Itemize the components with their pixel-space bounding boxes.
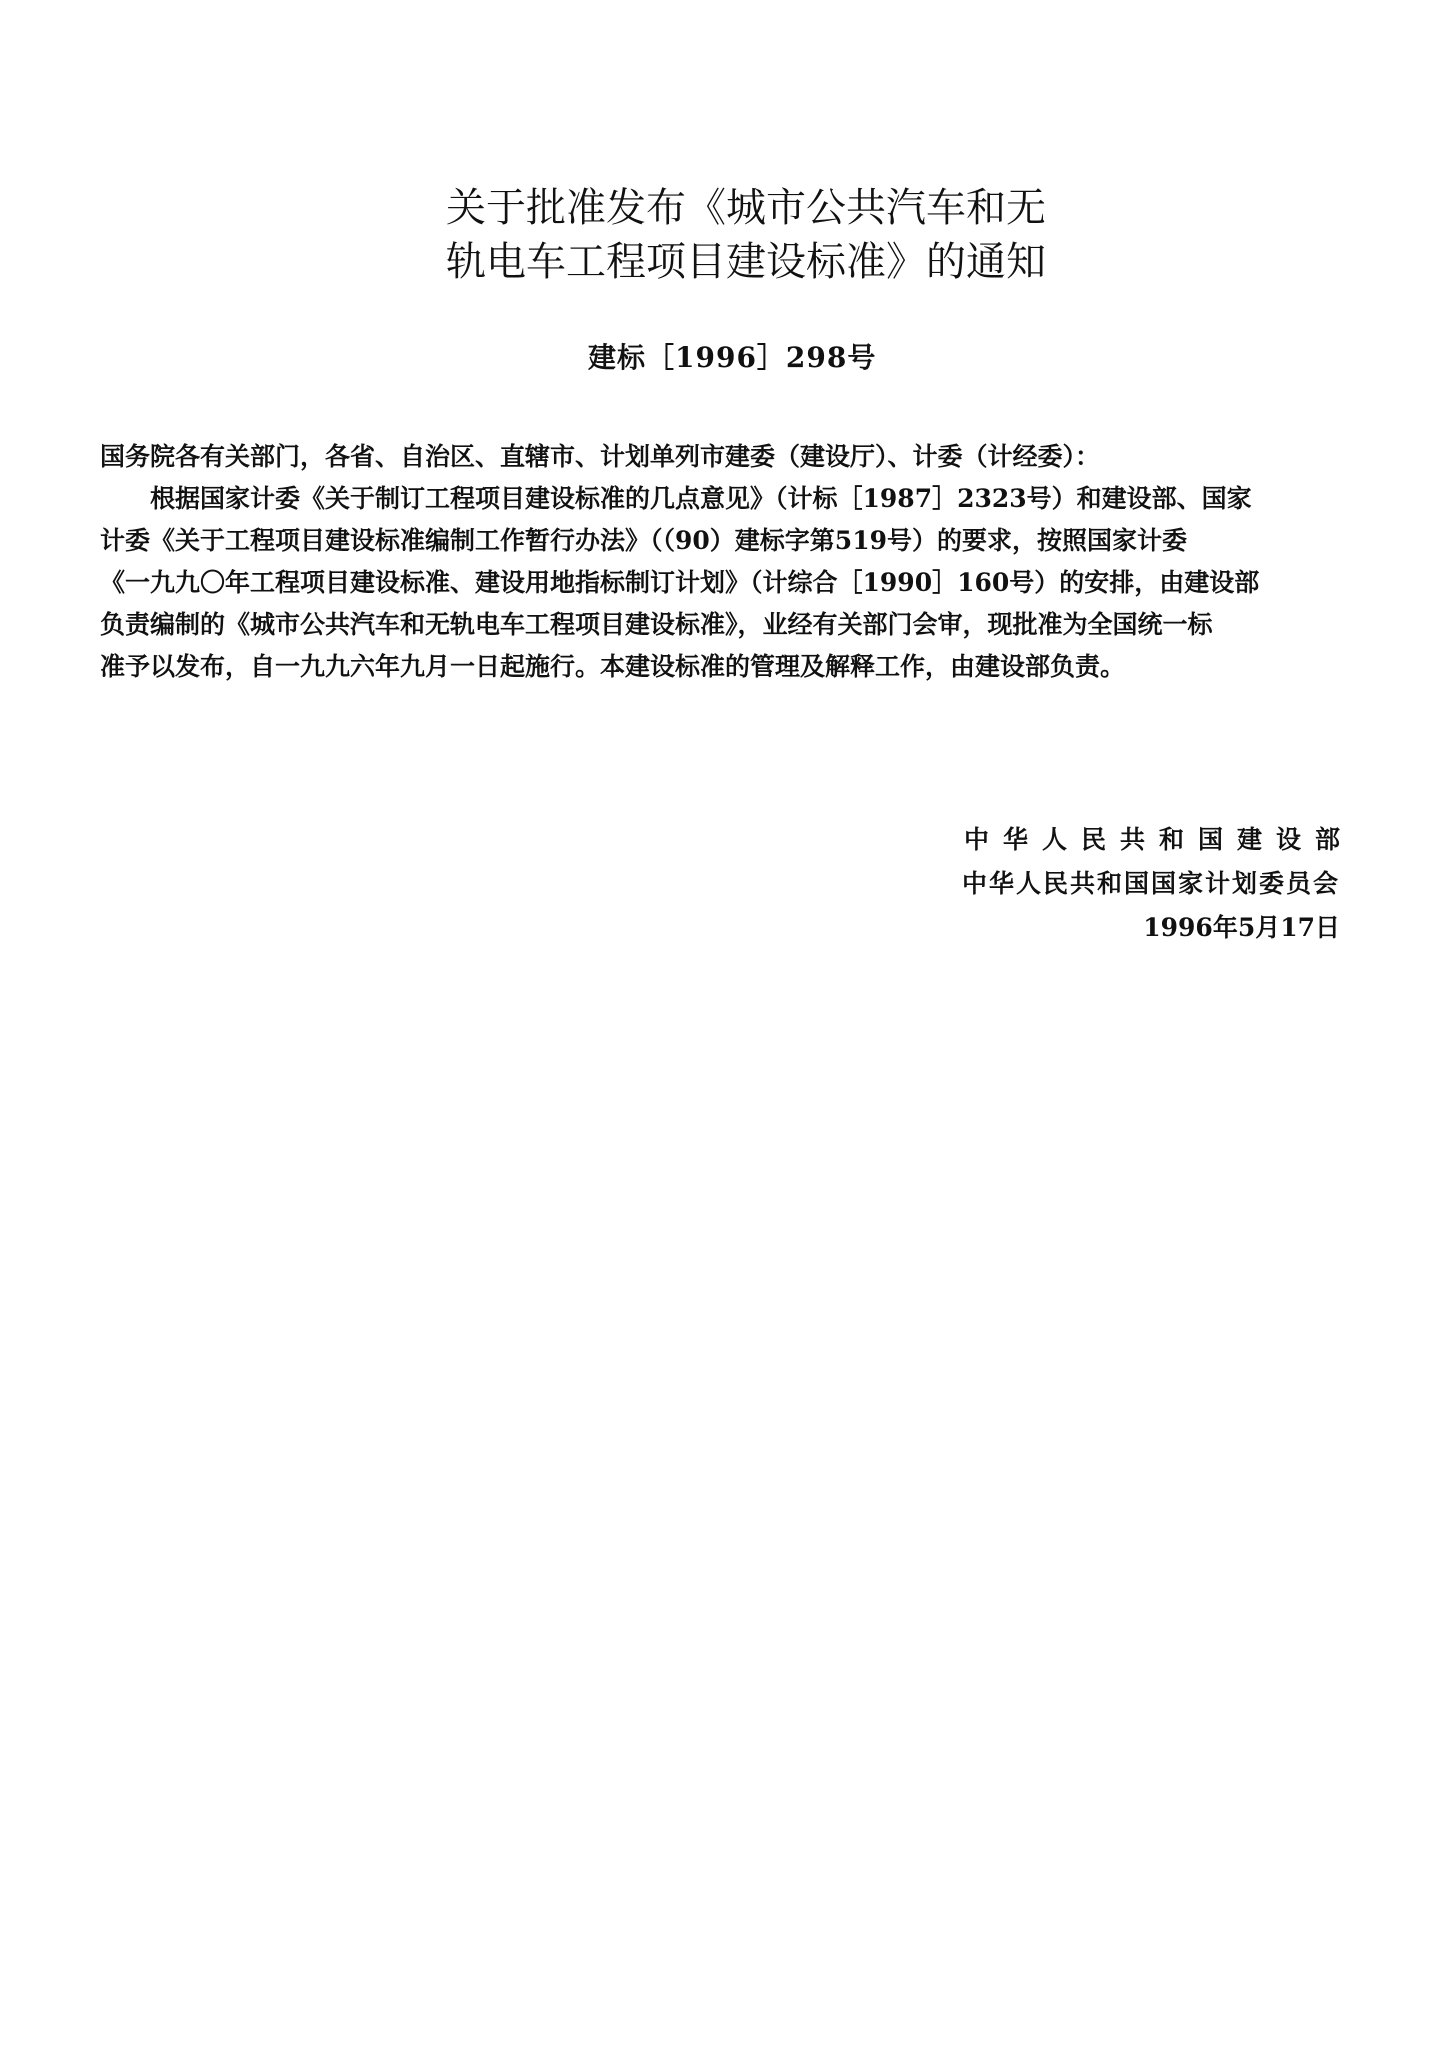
- body-line-5: 准予以发布，自一九九六年九月一日起施行。本建设标准的管理及解释工作，由建设部负责。: [100, 652, 1126, 681]
- signatory-ministry-of-construction: 中华人民共和国建设部: [963, 825, 1354, 854]
- body-line-3: 《一九九〇年工程项目建设标准、建设用地指标制订计划》（计综合［1990］160号）的安排，由建设部: [100, 568, 1260, 597]
- body-line-1: 根据国家计委《关于制订工程项目建设标准的几点意见》（计标［1987］2323号）和建设部、国家: [150, 484, 1252, 513]
- body-line-2: 计委《关于工程项目建设标准编制工作暂行办法》（（90）建标字第519号）的要求，按照国家计委: [100, 526, 1187, 555]
- notice-title-line-1: 关于批准发布《城市公共汽车和无: [446, 185, 1046, 231]
- body-line-4: 负责编制的《城市公共汽车和无轨电车工程项目建设标准》，业经有关部门会审，现批准为全国统一标: [100, 610, 1213, 639]
- signatory-state-planning-commission: 中华人民共和国国家计划委员会: [961, 869, 1340, 898]
- document-number: 建标［1996］298号: [588, 341, 877, 374]
- notice-body-paragraph: [100, 478, 1360, 688]
- issue-date: 1996年5月17日: [1143, 913, 1340, 942]
- notice-title-line-2: 轨电车工程项目建设标准》的通知: [446, 239, 1046, 285]
- addressee-line: 国务院各有关部门，各省、自治区、直辖市、计划单列市建委（建设厅）、计委（计经委）：: [100, 442, 1101, 471]
